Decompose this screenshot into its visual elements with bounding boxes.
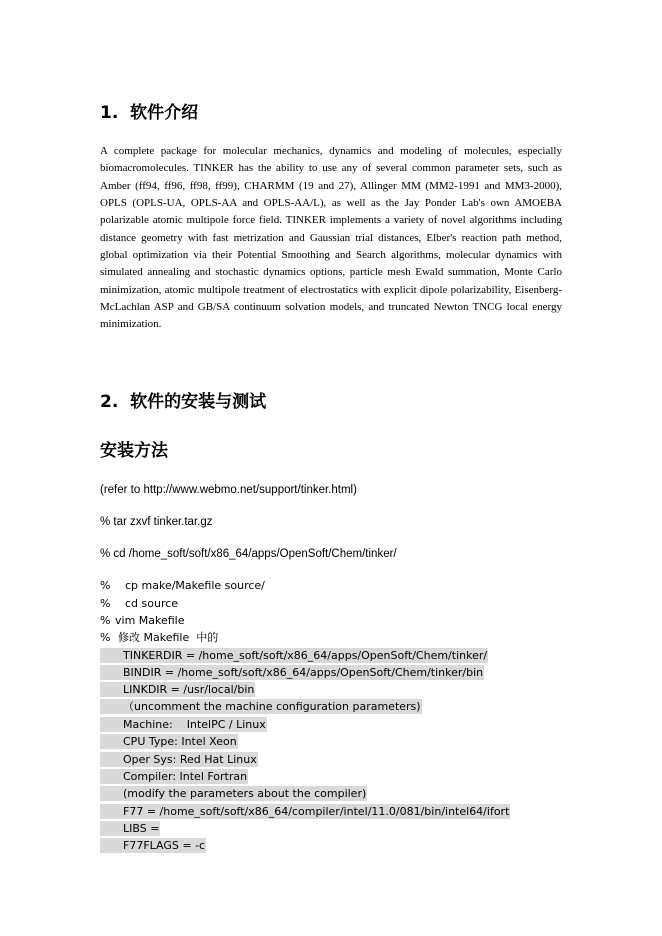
prompt: % [100,614,111,627]
config-line-text: CPU Type: Intel Xeon [100,734,238,749]
section-2-number: 2. [100,392,119,412]
config-line-text: Oper Sys: Red Hat Linux [100,752,258,767]
tar-command: % tar zxvf tinker.tar.gz [100,516,213,528]
command-text: 修改 Makefile 中的 [118,631,219,644]
vim-command [100,613,185,628]
section-2-heading [100,391,266,413]
prompt: % [100,631,111,644]
command-text: cp make/Makefile source/ [118,579,265,592]
cp-command [100,578,265,593]
cd-command: % cd /home_soft/soft/x86_64/apps/OpenSoft/Chem/tinker/ [100,548,397,560]
config-line [100,769,248,784]
config-line-text: Compiler: Intel Fortran [100,769,248,784]
config-line-text: LIBS = [100,821,160,836]
install-method-heading: 安装方法 [100,441,168,461]
command-text: vim Makefile [115,614,185,627]
config-line-text: F77FLAGS = -c [100,838,206,853]
section-1-title: 软件介绍 [130,103,199,123]
config-line [100,786,367,801]
config-line [100,648,488,663]
intro-paragraph: A complete package for molecular mechanics, dynamics and modeling of molecules, especially biomacromolecules. TINKER has the ability to use any of several common parameter sets, such as Amber (ff94, ff96, ff98, ff99), CHARMM (19 and 27), Allinger MM (MM2-1991 and MM3-2000), OPLS (OPLS-UA, OPLS-AA and OPLS-AA/L), as well as the Jay Ponder Lab's own AMOEBA polarizable atomic multipole force field. TINKER implements a variety of novel algorithms including distance geometry with fast metrization and Gaussian trial distances, Elber's reaction path method, global optimization via their Potential Smoothing and Search algorithms, molecular dynamics with simulated annealing and stochastic dynamics options, particle mesh Ewald summation, Monte Carlo minimization, atomic multipole treatment of electrostatics with explicit dipole polarizability, Eisenberg-McLachlan ASP and GB/SA continuum solvation models, and truncated Newton TNCG local energy minimization. [100,145,562,331]
config-line [100,821,160,836]
prompt: % [100,597,111,610]
config-line-text: Machine: IntelPC / Linux [100,717,267,732]
config-line [100,838,206,853]
prompt: % [100,579,111,592]
config-line [100,734,238,749]
section-1-heading [100,102,198,124]
config-line-text: BINDIR = /home_soft/soft/x86_64/apps/OpenSoft/Chem/tinker/bin [100,665,484,680]
config-line [100,804,510,819]
cd-source-command [100,596,178,611]
config-line-text: LINKDIR = /usr/local/bin [100,682,255,697]
config-line-text: TINKERDIR = /home_soft/soft/x86_64/apps/OpenSoft/Chem/tinker/ [100,648,488,663]
config-line [100,699,422,714]
refer-line: (refer to http://www.webmo.net/support/tinker.html) [100,484,357,496]
config-line [100,682,255,697]
edit-makefile-note [100,630,218,645]
config-line-text: （uncomment the machine configuration parameters) [100,699,422,714]
section-1-number: 1. [100,103,119,123]
config-line-text: (modify the parameters about the compiler) [100,786,367,801]
section-2-title: 软件的安装与测试 [130,392,267,412]
config-line [100,752,258,767]
config-line-text: F77 = /home_soft/soft/x86_64/compiler/intel/11.0/081/bin/intel64/ifort [100,804,510,819]
config-line [100,665,484,680]
config-line [100,717,267,732]
command-text: cd source [118,597,179,610]
